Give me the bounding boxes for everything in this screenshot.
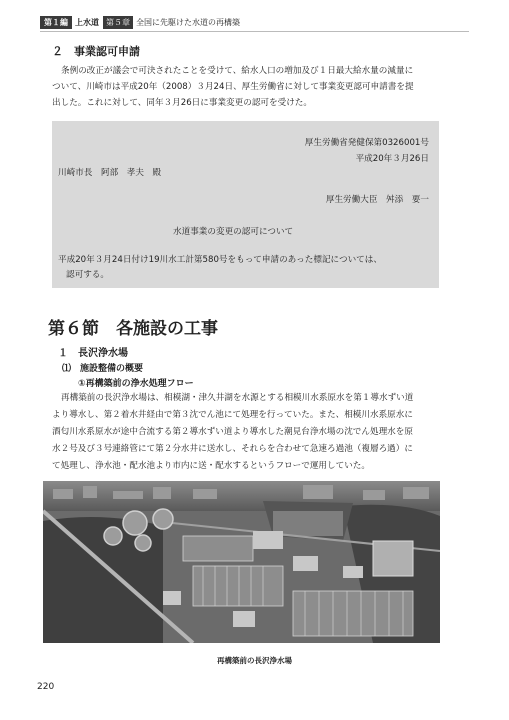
running-header — [40, 15, 240, 29]
part-title: 上水道 — [75, 17, 99, 27]
paragraph-line: 再構築前の長沢浄水場は、相模湖・津久井湖を水源とする相模川水系原水を第１導水ずい道 — [61, 393, 414, 403]
notice-date: 平成20年３月26日 — [355, 154, 429, 164]
section-paragraph — [52, 63, 459, 112]
chapter-label: 第５章 — [103, 16, 133, 29]
notice-body-line: 平成20年３月24日付け19川水工計第580号をもって申請のあった標記については、 — [58, 255, 382, 265]
chapter-paragraph — [52, 390, 462, 475]
paragraph-line: 条例の改正が議会で可決されたことを受けて、給水人口の増加及び１日最大給水量の減量に — [61, 66, 414, 76]
paragraph-line: ついて、川崎市は平成20年（2008）３月24日、厚生労働省に対して事業変更認可申請書を提 — [52, 82, 414, 93]
subsubsection-heading: ⑴ 施設整備の概要 — [62, 364, 144, 374]
paragraph-line: より導水し、第２着水井経由で第３沈でん池にて処理を行っていた。また、相模川水系原水に — [52, 410, 413, 420]
notice-recipient: 川崎市長 阿部 孝夫 殿 — [58, 168, 162, 178]
header-divider — [40, 31, 469, 32]
subsection-heading: １ 長沢浄水場 — [58, 348, 128, 359]
part-label: 第１編 — [40, 16, 72, 29]
aerial-photo — [43, 481, 440, 643]
chapter-heading: 第６節 各施設の工事 — [48, 319, 218, 339]
notice-subject: 水道事業の変更の認可について — [173, 227, 294, 237]
page-number: 220 — [37, 682, 55, 692]
chapter-title: 全国に先駆けた水道の再構築 — [136, 17, 240, 27]
approval-notice-box — [52, 121, 439, 288]
paragraph-line: 出した。これに対して、同年３月26日に事業変更の認可を受けた。 — [52, 98, 312, 109]
paragraph-line: て処理し、浄水池・配水池より市内に送・配水するというフローで運用していた。 — [52, 461, 370, 471]
section-title: ２ 事業認可申請 — [52, 45, 140, 58]
notice-body-line: 認可する。 — [66, 270, 109, 280]
paragraph-line: 酒匂川水系原水が途中合流する第２導水ずい道より導水した潮見台浄水場の沈でん処理水を原 — [52, 427, 413, 437]
photo-caption: 再構築前の長沢浄水場 — [217, 656, 292, 665]
doc-number: 厚生労働省発健保第0326001号 — [304, 138, 429, 148]
notice-sender: 厚生労働大臣 舛添 要一 — [325, 195, 429, 205]
item-heading: ①再構築前の浄水処理フロー — [78, 379, 194, 389]
paragraph-line: 水２号及び３号連絡管にて第２分水井に送水し、それらを合わせて急速ろ過池（複層ろ過）に — [52, 444, 413, 454]
